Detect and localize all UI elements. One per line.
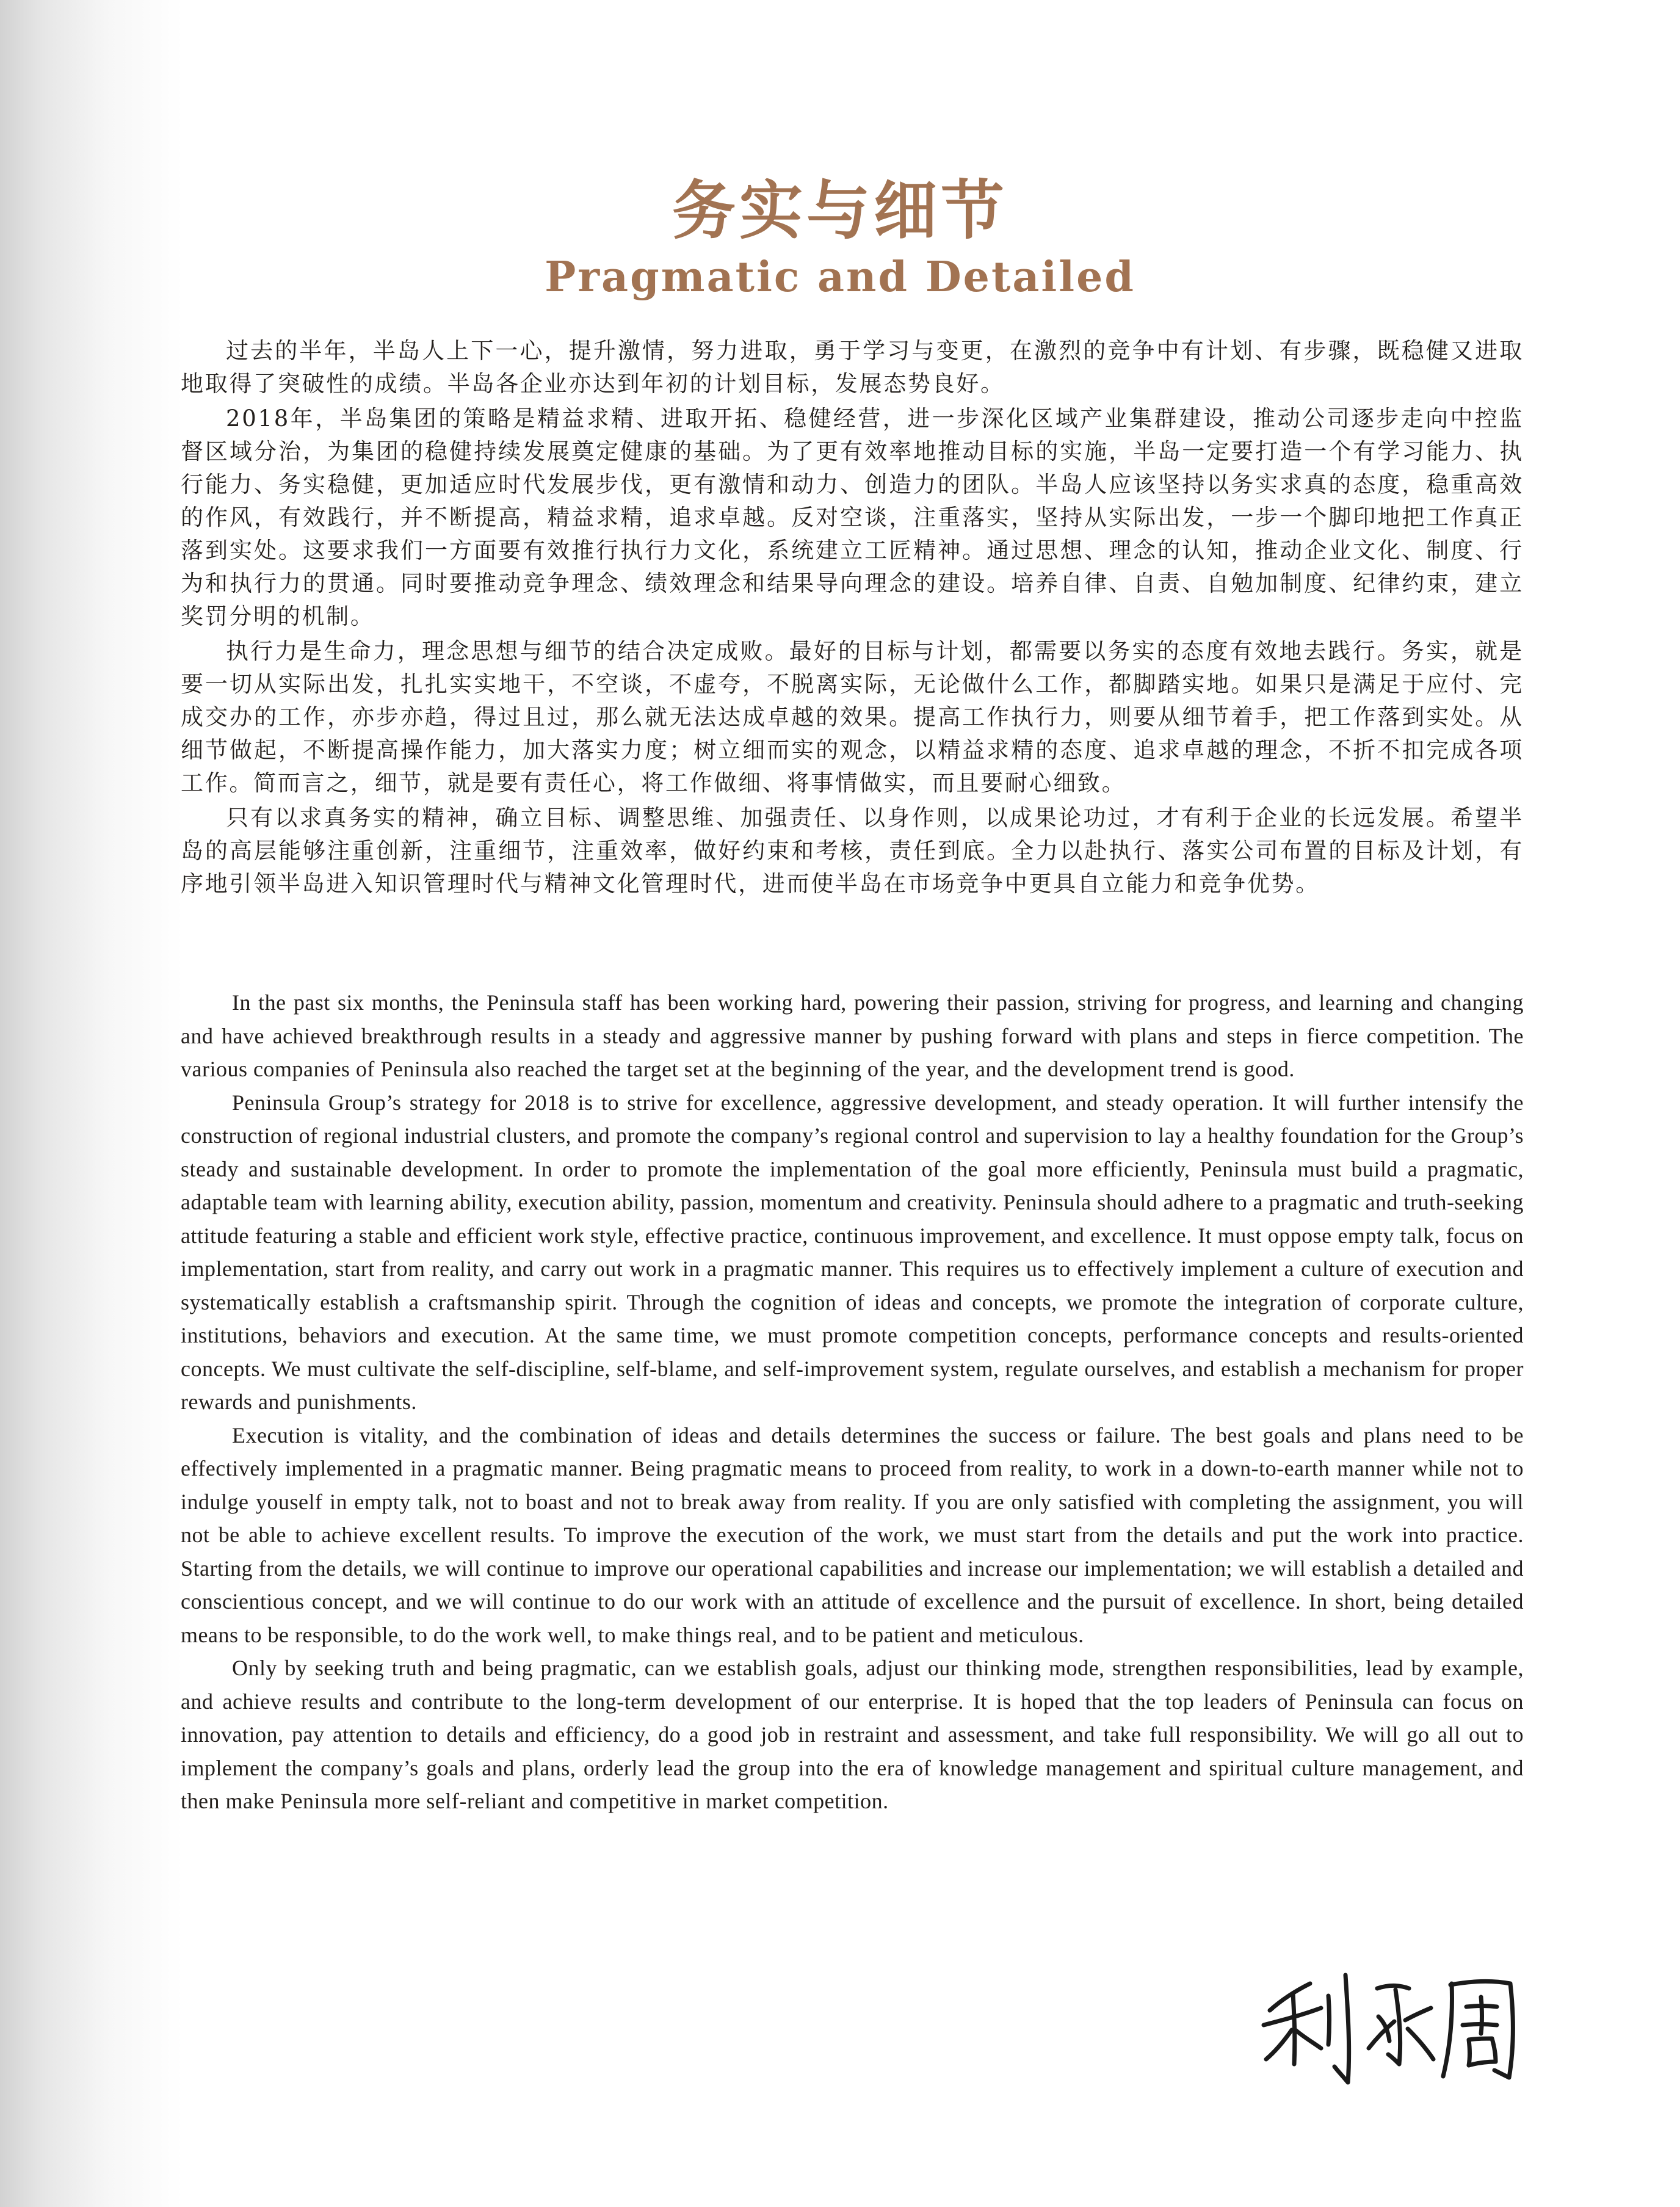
signature-stroke [1443,1984,1452,2076]
english-body [181,986,1524,1818]
signature-stroke [1481,1997,1482,2034]
handwritten-signature [1258,1957,1526,2085]
signature-stroke [1408,2029,1433,2059]
signature-stroke [1405,2008,1431,2020]
chinese-paragraph: 只有以求真务实的精神，确立目标、调整思维、加强责任、以身作则，以成果论功过，才有利于企业的长远发展。希望半岛的高层能够注重创新，注重细节，注重效率，做好约束和考核，责任到底。全力以赴执行、落实公司布置的目标及计划，有序地引领半岛进入知识管理时代与精神文化管理时代，进而使半岛在市场竞争中更具自立能力和竞争优势。 [181,805,1524,897]
page-title-english: Pragmatic and Detailed [545,253,1135,302]
chinese-paragraph: 执行力是生命力，理念思想与细节的结合决定成败。最好的目标与计划，都需要以务实的态度有效地去践行。务实，就是要一切从实际出发，扎扎实实地干，不空谈，不虚夸，不脱离实际，无论做什么工作，都脚踏实地。如果只是满足于应付、完成交办的工作，亦步亦趋，得过且过，那么就无法达成卓越的效果。提高工作执行力，则要从细节着手，把工作落到实处。从细节做起，不断提高操作能力，加大落实力度；树立细而实的观念，以精益求精的态度、追求卓越的理念，不折不扣完成各项工作。简而言之，细节，就是要有责任心，将工作做细、将事情做实，而且要耐心细致。 [181,638,1524,796]
page-title-chinese: 务实与细节 [672,173,1008,248]
signature-stroke [1334,1975,1349,2082]
signature-stroke [1463,2024,1497,2026]
english-paragraph: Only by seeking truth and being pragmatic, can we establish goals, adjust our thinking mode, strengthen responsibilities, lead by example, and achieve results and contribute to the long-term development of our enterprise. It is hoped that the top leaders of Peninsula can focus on innovation, pay attention to details and efficiency, do a good job in restraint and assessment, and take full responsibility. We will go all out to implement the company’s goals and plans, orderly lead the group into the era of knowledge management and spiritual culture management, and then make Peninsula more self-reliant and competitive in market competition. [181,1656,1524,1813]
signature-stroke [1295,2030,1321,2048]
chinese-paragraph: 2018年，半岛集团的策略是精益求精、进取开拓、稳健经营，进一步深化区域产业集群建设，推动公司逐步走向中控监督区域分治，为集团的稳健持续发展奠定健康的基础。为了更有效率地推动目标的实施，半岛一定要打造一个有学习能力、执行能力、务实稳健，更加适应时代发展步伐，更有激情和动力、创造力的团队。半岛人应该坚持以务实求真的态度，稳重高效的作风，有效践行，并不断提高，精益求精，追求卓越。反对空谈，注重落实，坚持从实际出发，一步一个脚印地把工作真正落到实处。这要求我们一方面要有效推行执行力文化，系统建立工匠精神。通过思想、理念的认知，推动企业文化、制度、行为和执行力的贯通。同时要推动竞争理念、绩效理念和结果导向理念的建设。培养自律、自责、自勉加制度、纪律约束，建立奖罚分明的机制。 [181,405,1524,629]
signature-stroke [1270,1984,1310,2010]
english-paragraph: Peninsula Group’s strategy for 2018 is to strive for excellence, aggressive development, and steady operation. It will further intensify the construction of regional industrial clusters, and promote the company’s regional control and supervision to lay a healthy foundation for the Group’s steady and sustainable development. In order to promote the implementation of the goal more efficiently, Peninsula must build a pragmatic, adaptable team with learning ability, execution ability, passion, momentum and creativity. Peninsula should adhere to a pragmatic and truth-seeking attitude featuring a stable and efficient work style, effective practice, continuous improvement, and excellence. It must oppose empty talk, focus on implementation, start from reality, and carry out work in a pragmatic manner. This requires us to effectively implement a culture of execution and systematically establish a craftsmanship spirit. Through the cognition of ideas and concepts, we promote the integration of corporate culture, institutions, behaviors and execution. At the same time, we must promote competition concepts, performance concepts and results-oriented concepts. We must cultivate the self-discipline, self-blame, and self-improvement system, regulate ourselves, and establish a mechanism for proper rewards and punishments. [181,1090,1524,1414]
english-paragraph: Execution is vitality, and the combination of ideas and details determines the success or failure. The best goals and plans need to be effectively implemented in a pragmatic manner. Being pragmatic means to proceed from reality, to work in a down-to-earth manner while not to indulge youself in empty talk, not to boast and not to break away from reality. If you are only satisfied with completing the assignment, you will not be able to achieve excellent results. To improve the execution of the work, we must start from the details and put the work into practice. Starting from the details, we will continue to improve our operational capabilities and increase our implementation; we will establish a detailed and conscientious concept, and we will continue to do our work with an attitude of excellence and the pursuit of excellence. In short, being detailed means to be responsible, to do the work well, to make things real, and to be patient and meticulous. [181,1422,1524,1647]
chinese-paragraph: 过去的半年，半岛人上下一心，提升激情，努力进取，勇于学习与变更，在激烈的竞争中有计划、有步骤，既稳健又进取地取得了突破性的成绩。半岛各企业亦达到年初的计划目标，发展态势良好。 [181,338,1524,397]
signature-stroke [1377,1986,1409,1989]
chinese-body [181,335,1524,902]
signature-stroke [1266,2030,1292,2059]
signature-stroke [1328,1996,1330,2045]
signature-stroke [1469,2038,1496,2065]
english-paragraph: In the past six months, the Peninsula staff has been working hard, powering their passion, striving for progress, and learning and changing and have achieved breakthrough results in a steady and aggressive manner by pushing forward with plans and steps in fierce competition. The various companies of Peninsula also reached the target set at the beginning of the year, and the development trend is good. [181,990,1524,1081]
